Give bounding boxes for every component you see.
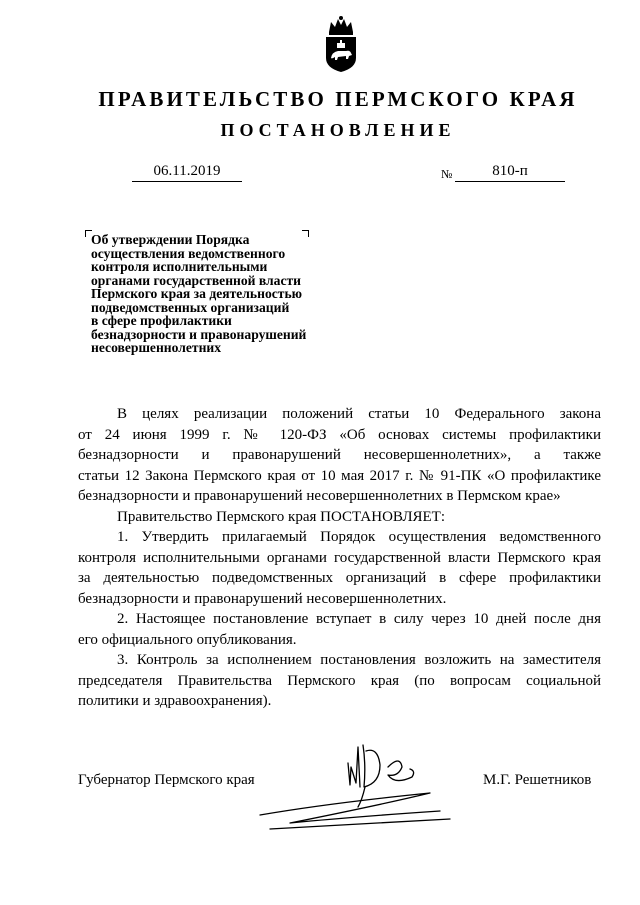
number-sign: №: [441, 167, 453, 181]
item-1-line: контроля исполнительными органами государственной власти Пермского края: [78, 549, 601, 566]
item-2-line: 2. Настоящее постановление вступает в силу через 10 дней после дня: [117, 611, 601, 627]
subject-line: несовершеннолетних: [91, 340, 222, 355]
preamble-paragraph: [78, 404, 601, 507]
resolves-paragraph: [78, 507, 601, 528]
subject-line: органами государственной власти: [91, 272, 302, 288]
item-2-paragraph: [78, 609, 601, 650]
decree-date: 06.11.2019: [132, 161, 242, 182]
item-3-line: председателя Правительства Пермского края (по вопросам социальной: [78, 672, 601, 689]
decree-subject: [91, 233, 351, 355]
preamble-line: от 24 июня 1999 г. № 120-ФЗ «Об основах системы профилактики: [78, 426, 601, 443]
subject-line: Пермского края за деятельностью: [91, 286, 303, 301]
subject-line: контроля исполнительными: [91, 259, 268, 274]
government-title: ПРАВИТЕЛЬСТВО ПЕРМСКОГО КРАЯ: [98, 87, 578, 111]
document-type-title: ПОСТАНОВЛЕНИЕ: [220, 120, 456, 140]
preamble-line: безнадзорности и правонарушений несовершеннолетних в Пермском крае»: [78, 488, 561, 504]
resolves-line: Правительство Пермского края ПОСТАНОВЛЯЕТ:: [117, 508, 446, 525]
item-1-line: за деятельностью подведомственных организаций в сфере профилактики: [78, 570, 601, 586]
item-1-line: 1. Утвердить прилагаемый Порядок осуществления ведомственного: [117, 529, 601, 545]
item-2-line: его официального опубликования.: [78, 631, 297, 648]
subject-line: Об утверждении Порядка: [91, 232, 250, 247]
decree-number: 810-п: [455, 161, 565, 182]
item-3-paragraph: [78, 650, 601, 712]
coat-of-arms-emblem: [321, 14, 361, 74]
handwritten-signature: [230, 725, 470, 835]
item-1-paragraph: [78, 527, 601, 609]
item-3-line: 3. Контроль за исполнением постановления возложить на заместителя: [117, 652, 601, 668]
subject-line: в сфере профилактики: [91, 313, 232, 328]
preamble-line: безнадзорности и правонарушений несовершеннолетних», а также: [78, 447, 601, 463]
preamble-line: В целях реализации положений статьи 10 Федерального закона: [117, 406, 601, 422]
subject-line: безнадзорности и правонарушений: [91, 326, 307, 342]
subject-line: подведомственных организаций: [91, 299, 290, 315]
signatory-name: М.Г. Решетников: [483, 772, 592, 788]
item-1-line: безнадзорности и правонарушений несовершеннолетних.: [78, 590, 447, 607]
item-3-line: политики и здравоохранения).: [78, 693, 272, 709]
preamble-line: статьи 12 Закона Пермского края от 10 мая 2017 г. № 91-ПК «О профилактике: [78, 467, 601, 484]
decree-body: [78, 404, 601, 712]
subject-line: осуществления ведомственного: [91, 245, 286, 261]
signatory-position: Губернатор Пермского края: [78, 772, 255, 788]
